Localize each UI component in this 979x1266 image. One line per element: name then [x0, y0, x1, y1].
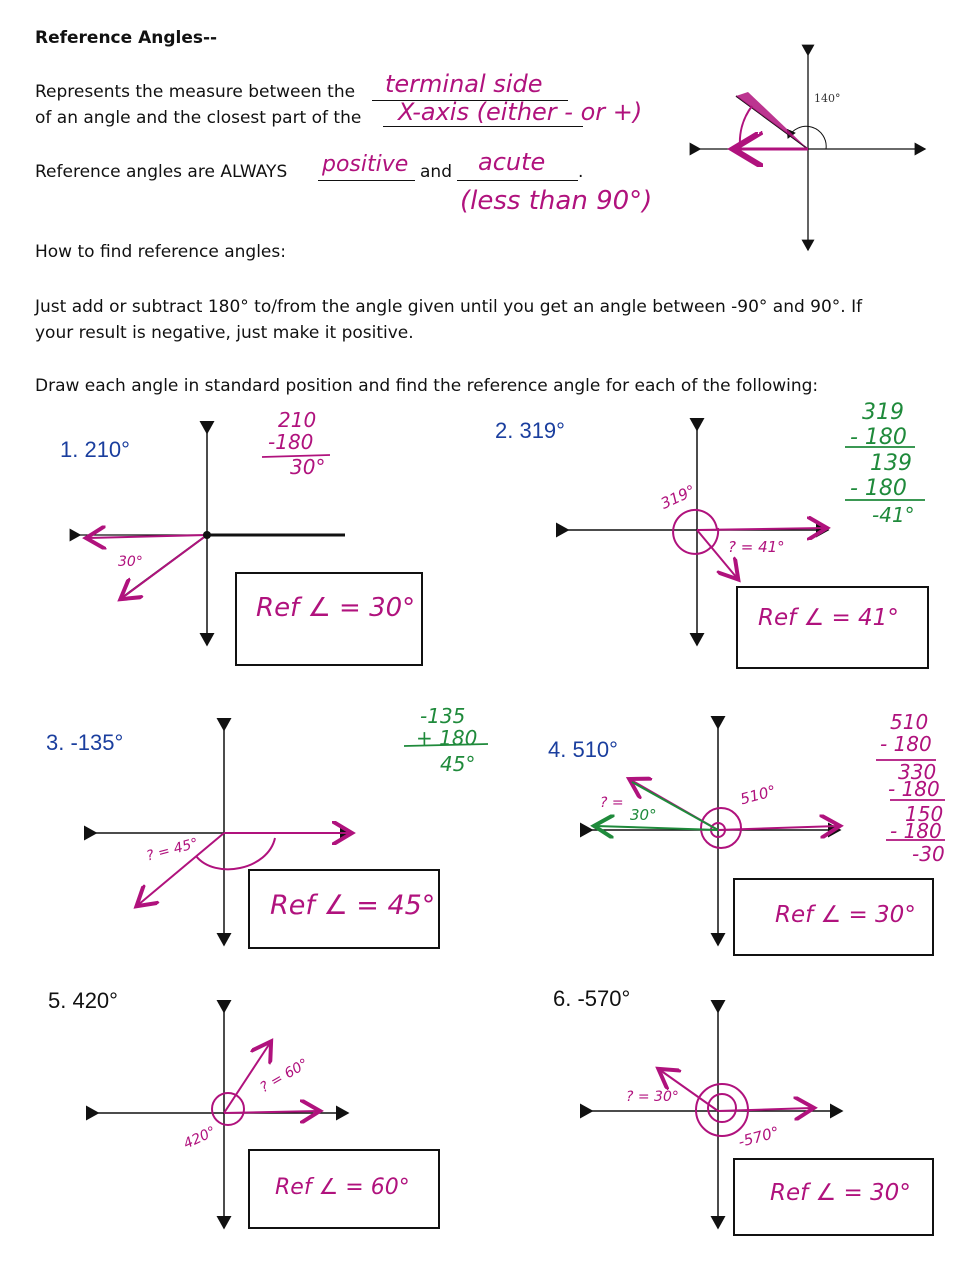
problem-4-work-7: -30: [912, 842, 945, 866]
handwritten-less-than-90: (less than 90°): [460, 186, 653, 216]
always-and: and: [420, 162, 452, 182]
problem-1-work-3: 30°: [290, 455, 326, 479]
problem-3-ref-mark: ? = 45°: [144, 835, 201, 865]
problem-6-ref-mark: ? = 30°: [626, 1089, 679, 1105]
problem-1-label: 1. 210°: [60, 437, 130, 462]
problem-4-answer: Ref ∠ = 30°: [775, 902, 916, 928]
how-to-heading: How to find reference angles:: [35, 242, 286, 262]
problem-3-label: 3. -135°: [46, 730, 124, 755]
problem-4-work-4: - 180: [888, 777, 940, 801]
problem-3-answer: Ref ∠ = 45°: [270, 890, 436, 921]
always-prefix: Reference angles are ALWAYS: [35, 162, 288, 182]
problem-3-work-1: -135: [420, 704, 466, 728]
rule-line-2: your result is negative, just make it positive.: [35, 323, 414, 343]
problem-4-work-5: 150: [905, 802, 944, 826]
problem-2-work-3: 139: [870, 451, 912, 476]
definition-line-1: Represents the measure between the: [35, 82, 356, 102]
problem-3-work-3: 45°: [440, 752, 476, 776]
problem-1-answer: Ref ∠ = 30°: [256, 593, 416, 623]
problem-1-angle-mark: 30°: [118, 554, 143, 570]
problem-6-label: 6. -570°: [553, 986, 631, 1011]
problem-4-work-2: - 180: [880, 732, 932, 756]
handwritten-terminal-side: terminal side: [385, 70, 543, 98]
problem-4-work-3: 330: [898, 760, 937, 784]
always-period: .: [578, 162, 584, 182]
handwritten-acute: acute: [478, 148, 546, 176]
problem-2-angle-mark: 319°: [657, 481, 699, 513]
problem-5-ref-mark: ? = 60°: [257, 1055, 312, 1097]
handwritten-x-axis: X-axis (either - or +): [398, 98, 643, 126]
problem-5-angle-mark: 420°: [181, 1123, 219, 1153]
problem-2-answer: Ref ∠ = 41°: [758, 605, 899, 631]
problem-6-answer: Ref ∠ = 30°: [770, 1180, 911, 1206]
top-angle-label: 140°: [814, 92, 841, 105]
problem-4-label: 4. 510°: [548, 737, 618, 762]
definition-line-2: of an angle and the closest part of the: [35, 108, 362, 128]
problem-5-label: 5. 420°: [48, 988, 118, 1013]
problem-4-angle-mark: 510°: [738, 781, 778, 809]
problem-6-angle-mark: -570°: [736, 1122, 782, 1152]
top-ref-label: 40°: [754, 123, 776, 137]
problem-1-work-1: 210: [278, 408, 317, 432]
problem-5-answer: Ref ∠ = 60°: [275, 1175, 410, 1200]
problem-2-label: 2. 319°: [495, 418, 565, 443]
problem-2-work-2: - 180: [850, 425, 907, 450]
problem-2-work-5: -41°: [872, 503, 915, 527]
problem-3-work-2: + 180: [416, 726, 478, 750]
top-reference-diagram: [700, 55, 925, 250]
problem-4-ref-mark: ? =: [600, 795, 624, 811]
rule-line-1: Just add or subtract 180° to/from the angle given until you get an angle between -90° and 90°. If: [35, 297, 863, 317]
problem-2-work-1: 319: [862, 400, 904, 425]
instructions: Draw each angle in standard position and find the reference angle for each of the following:: [35, 376, 819, 396]
problem-2-work-4: - 180: [850, 476, 907, 501]
problem-4-ref-value: 30°: [630, 806, 657, 824]
problem-4-work-6: - 180: [890, 819, 942, 843]
page-title: Reference Angles--: [35, 28, 218, 48]
problem-2-ref-mark: ? = 41°: [728, 538, 785, 556]
handwritten-positive: positive: [322, 152, 409, 177]
problem-4-work-1: 510: [890, 710, 929, 734]
problem-1-work-2: -180: [268, 430, 314, 454]
